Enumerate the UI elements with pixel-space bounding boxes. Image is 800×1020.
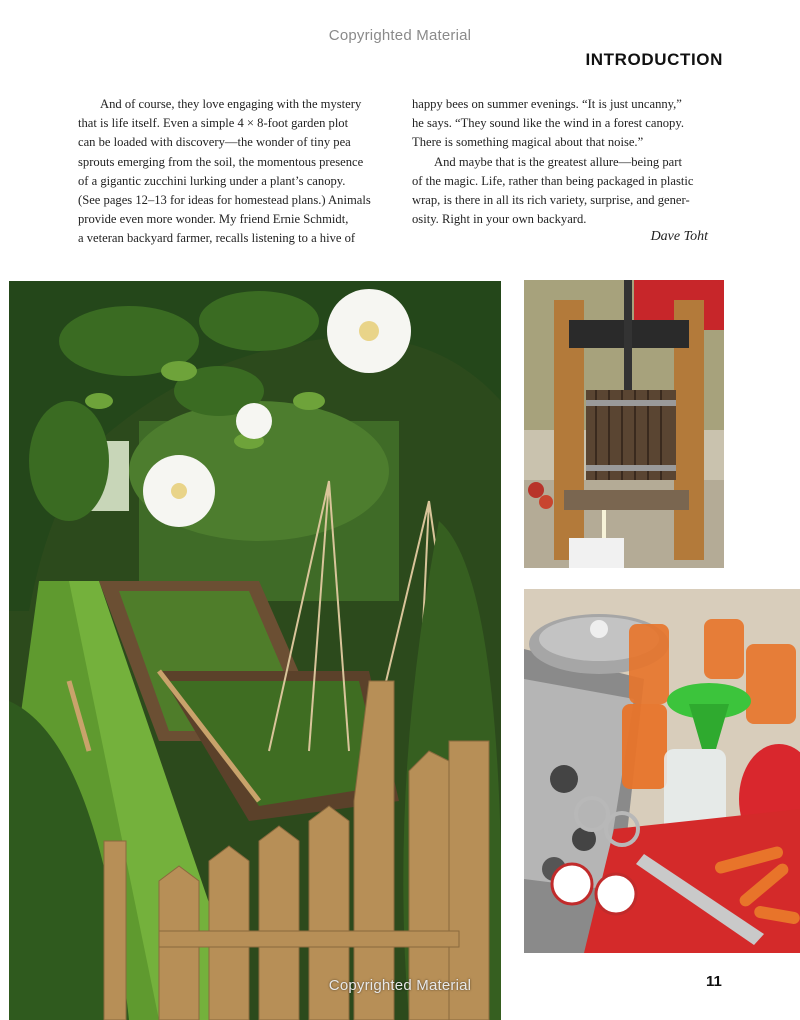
text-line: (See pages 12–13 for ideas for homestead plans.) Animals	[78, 193, 371, 208]
text-column-right	[412, 95, 724, 229]
text-line: that is life itself. Even a simple 4 × 8-foot garden plot	[78, 116, 349, 131]
copyright-watermark-bottom: Copyrighted Material	[328, 977, 472, 994]
text-line: And of course, they love engaging with the mystery	[100, 97, 362, 111]
garden-archway-photo	[9, 281, 501, 1020]
text-line: And maybe that is the greatest allure—being part	[434, 154, 682, 169]
text-line: happy bees on summer evenings. “It is just uncanny,”	[412, 97, 682, 111]
text-line: he says. “They sound like the wind in a forest canopy.	[412, 116, 684, 131]
canning-carrots-photo	[524, 589, 800, 953]
text-line: provide even more wonder. My friend Ernie Schmidt,	[78, 212, 349, 227]
text-line: of the magic. Life, rather than being packaged in plastic	[412, 173, 694, 188]
copyright-watermark-top: Copyrighted Material	[328, 27, 472, 44]
author-signature: Dave Toht	[650, 229, 708, 244]
text-line: wrap, is there in all its rich variety, surprise, and gener-	[412, 193, 690, 208]
text-line: of a gigantic zucchini lurking under a plant’s canopy.	[78, 173, 346, 188]
text-line: There is something magical about that noise.”	[412, 135, 644, 150]
page-number: 11	[706, 973, 722, 990]
section-title: INTRODUCTION	[585, 50, 723, 69]
text-line: can be loaded with discovery—the wonder of tiny pea	[78, 135, 351, 150]
cider-press-photo	[524, 280, 724, 568]
text-line: a veteran backyard farmer, recalls listening to a hive of	[78, 231, 356, 246]
text-line: osity. Right in your own backyard.	[412, 212, 587, 227]
text-column-left	[78, 95, 390, 249]
text-line: sprouts emerging from the soil, the momentous presence	[78, 154, 364, 169]
